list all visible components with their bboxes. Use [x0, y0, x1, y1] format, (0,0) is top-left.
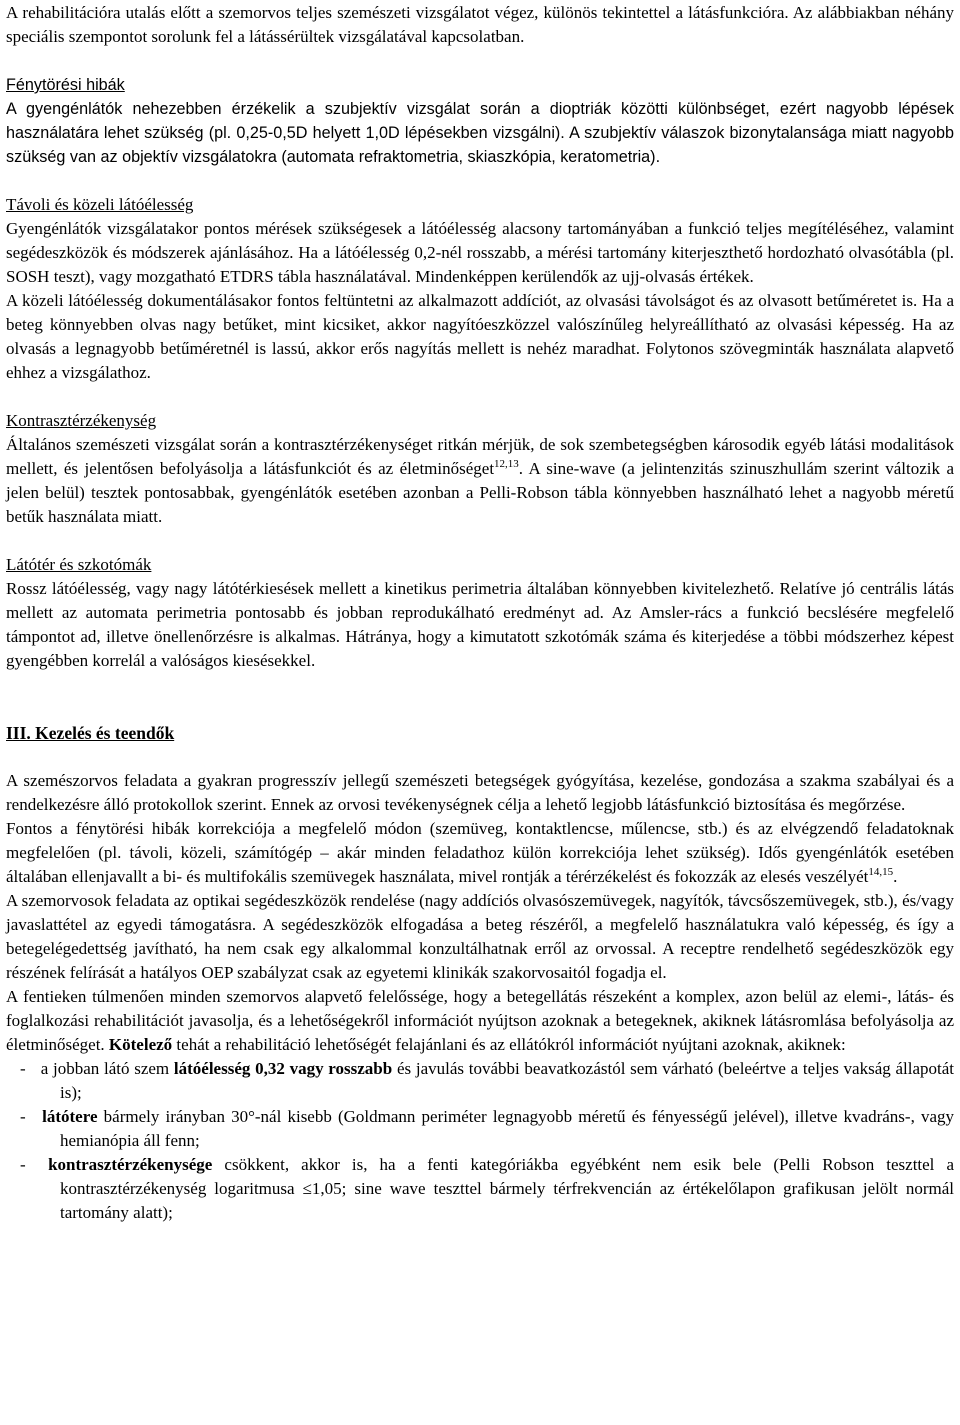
treatment-paragraph-1: A szemészorvos feladata a gyakran progresszív jellegű szemészeti betegségek gyógyítása, kezelése, gondozása a szakma szabályai és a rendelkezésre álló protokollok szerint. Ennek az orvosi tevékenységnek célja a lehető legjobb látásfunkció biztosítása és megőrzése.: [6, 771, 954, 814]
treatment-p4-text-b: tehát a rehabilitáció lehetőségét felajánlani és az ellátókról információt nyújtani azoknak, akiknek:: [176, 1035, 846, 1054]
treatment-p4-text-a: A fentieken túlmenően minden szemorvos alapvető felelőssége, hogy a betegellátás részeként a komplex, azon belül az elemi-, látás- és foglalkozási rehabilitációt javasolja, és a lehetőségekről információt nyújtson azoknak a betegeknek, akiknek látásromlása befolyásolja az életminőséget.: [6, 987, 954, 1054]
list-dash: -: [20, 1059, 26, 1078]
treatment-paragraph-2: [6, 817, 954, 889]
contrast-paragraph: [6, 433, 954, 529]
refraction-heading: Fénytörési hibák: [6, 76, 125, 94]
refraction-section: [6, 73, 954, 169]
treatment-paragraph-4: [6, 985, 954, 1057]
criteria-list: [6, 1057, 954, 1225]
acuity-heading: Távoli és közeli látóélesség: [6, 195, 194, 214]
treatment-p2-reference: 14,15: [868, 866, 894, 878]
criteria-item: [6, 1057, 954, 1105]
criteria-item-bold: kontrasztérzékenysége: [48, 1155, 213, 1174]
acuity-paragraph-2: A közeli látóélesség dokumentálásakor fontos feltüntetni az alkalmazott addíciót, az olvasási távolságot és az olvasott betűméretet is. Ha a beteg könnyebben olvas nagy betűket, mint kicsiket, akkor nagyítóeszközzel valószínűleg helyreállítható az olvasási képesség. Ha az olvasás a legnagyobb betűméretnél is lassú, akkor erős nagyítás mellett is nehéz maradhat. Folytonos szövegminták használata alapvető ehhez a vizsgálathoz.: [6, 291, 954, 382]
treatment-p2-text-a: Fontos a fénytörési hibák korrekciója a megfelelő módon (szemüveg, kontaktlencse, műlencse, stb.) és az elvégzendő feladatoknak megfelelően (pl. távoli, közeli, számítógép – akár minden feladathoz külön korrekciója lehet szükség). Idős gyengénlátók esetében általában ellenjavallt a bi- és multifokális szemüvegek használata, mivel rontják a térérzékelést és fokozzák az elesés veszélyét: [6, 819, 954, 886]
field-heading: Látótér és szkotómák: [6, 555, 152, 574]
criteria-item-post: bármely irányban 30°-nál kisebb (Goldmann periméter legnagyobb méretű és fényességű jelével), illetve kvadráns-, vagy hemianópia áll fenn;: [60, 1107, 955, 1150]
treatment-paragraph-3: A szemorvosok feladata az optikai segédeszközök rendelése (nagy addíciós olvasószemüvegek, nagyítók, távcsőszemüvegek, stb.), és/vagy javaslattétel az egyedi támogatásra. A segédeszközök elfogadása a beteg részéről, a megfelelő használatukra való képesség, és így a betegelégedettség javítható, ha nem csak egy alkalommal konzultálhatnak erről az orvossal. A receptre rendelhető segédeszközök egy részének felírását a hatályos OEP szabályzat csak az egyetemi klinikák szakorvosaitól fogadja el.: [6, 891, 954, 982]
intro-paragraph: A rehabilitációra utalás előtt a szemorvos teljes szemészeti vizsgálatot végez, különös tekintettel a látásfunkcióra. Az alábbiakban néhány speciális szempontot sorolunk fel a látássérültek vizsgálatával kapcsolatban.: [6, 3, 954, 46]
contrast-section: [6, 409, 954, 529]
treatment-p2-text-b: .: [893, 867, 898, 886]
criteria-item-bold: látóélesség 0,32 vagy rosszabb: [173, 1059, 393, 1078]
criteria-item: [6, 1153, 954, 1225]
contrast-text-b: . A sine-wave (a jelintenzitás szinuszhullám szerint változik a jelen belül) tesztek pontosabbak, gyengénlátók esetében azonban a Pelli-Robson tábla könnyebben használható lehet a nagyobb méretű betűk használata miatt.: [6, 459, 954, 526]
criteria-item-pre: a jobban látó szem: [40, 1059, 170, 1078]
document-page: [0, 1, 960, 1425]
list-dash: -: [20, 1155, 26, 1174]
contrast-text-a: Általános szemészeti vizsgálat során a kontrasztérzékenységet ritkán mérjük, de sok szembetegségben károsodik egyéb látási modalitások mellett, és jelentősen befolyásolja a látásfunkciót és az életminőséget: [6, 435, 954, 478]
field-section: [6, 553, 954, 673]
refraction-paragraph: A gyengénlátók nehezebben érzékelik a szubjektív vizsgálat során a dioptriák közötti különbséget, ezért nagyobb lépések használatára lehet szükség (pl. 0,25-0,5D helyett 1,0D lépésekben vizsgálni). A szubjektív válaszok bizonytalansága miatt nagyobb szükség van az objektív vizsgálatokra (automata refraktometria, skiaszkópia, keratometria).: [6, 100, 954, 166]
criteria-item-post: csökkent, akkor is, ha a fenti kategóriákba egyébként nem esik bele (Pelli Robson teszttel a kontrasztérzékenység logaritmusa ≤1,05; sine wave teszttel bármely térfrekvencián az értékelőlapon grafikusan jelölt normál tartomány alatt);: [60, 1155, 955, 1222]
contrast-heading: Kontrasztérzékenység: [6, 411, 157, 430]
criteria-item: [6, 1105, 954, 1153]
treatment-p4-bold: Kötelező: [108, 1035, 173, 1054]
section-title: III. Kezelés és teendők: [6, 723, 175, 743]
contrast-reference: 12,13: [494, 458, 519, 470]
list-dash: -: [20, 1107, 26, 1126]
field-paragraph: Rossz látóélesség, vagy nagy látótérkiesések mellett a kinetikus perimetria általában könnyebben kivitelezhető. Relatíve jó centrális látás mellett az automata perimetria pontosabb és jobban reprodukálható eredményt ad. Az Amsler-rács a funkció becslésére megfelelő támpontot ad, illetve önellenőrzésre is alkalmas. Hátránya, hogy a kimutatott szkotómák száma és kiterjedése a többi módszerhez képest gyengébben korrelál a valóságos kiesésekkel.: [6, 579, 954, 670]
acuity-section: [6, 193, 954, 385]
criteria-item-post: és javulás további beavatkozástól sem várható (beleértve a teljes vakság állapotát is);: [60, 1059, 954, 1102]
treatment-section: [6, 721, 954, 1225]
criteria-item-bold: látótere: [42, 1107, 98, 1126]
acuity-paragraph-1: Gyengénlátók vizsgálatakor pontos mérések szükségesek a látóélesség alacsony tartományában a funkció teljes megítéléséhez, valamint segédeszközök és módszerek ajánlásához. Ha a látóélesség 0,2-nél rosszabb, a mérési tartomány kiterjeszthető hordozható olvasótábla (pl. SOSH teszt), vagy mozgatható ETDRS tábla használatával. Mindenképpen kerülendők az ujj-olvasás értékek.: [6, 219, 954, 286]
